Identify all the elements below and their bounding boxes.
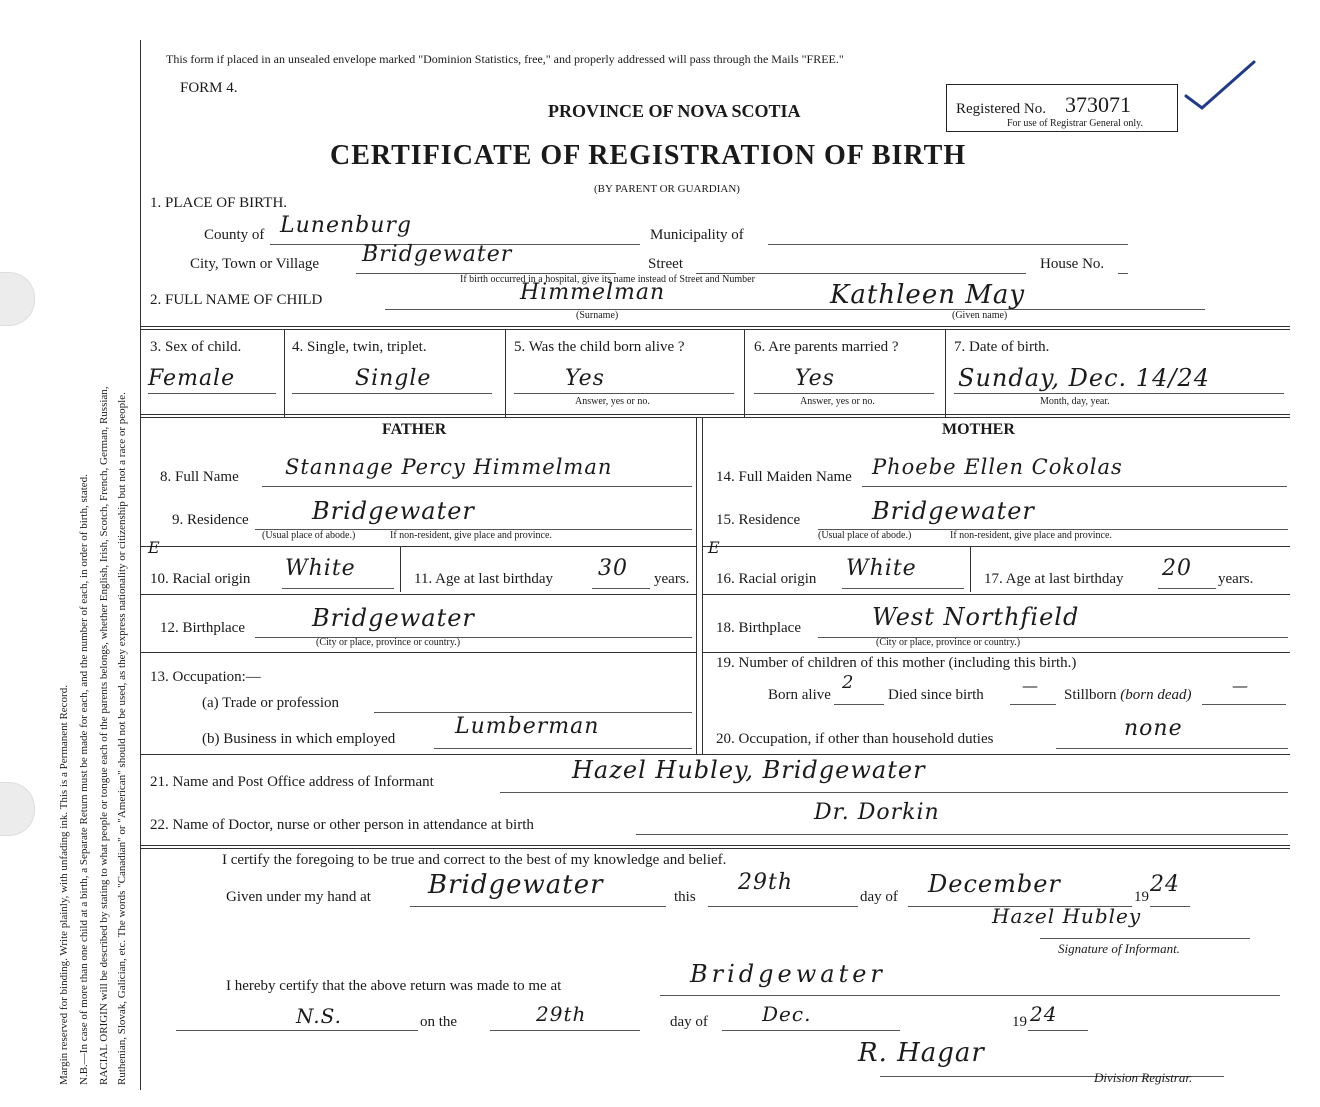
parents-married-value: Yes xyxy=(795,366,835,391)
mother-birthplace-caption: (City or place, province or country.) xyxy=(876,637,1021,648)
mother-age-value: 20 xyxy=(1162,556,1192,581)
doctor-label: 22. Name of Doctor, nurse or other person in attendance at birth xyxy=(150,817,534,833)
form-left-border xyxy=(140,40,141,1090)
place-of-birth-label: 1. PLACE OF BIRTH. xyxy=(150,195,288,211)
street-label: Street xyxy=(648,256,683,272)
house-no-label: House No. xyxy=(1040,256,1105,272)
mother-years-label: years. xyxy=(1218,571,1254,587)
given-name-caption: (Given name) xyxy=(952,310,1008,321)
given-month-value: December xyxy=(928,870,1061,898)
registrar-month-value: Dec. xyxy=(762,1002,812,1026)
father-nonresident-caption: If non-resident, give place and province. xyxy=(390,530,552,541)
father-age-value: 30 xyxy=(598,556,628,581)
registrar-day-of-label: day of xyxy=(670,1014,708,1030)
father-name-value: Stannage Percy Himmelman xyxy=(285,455,613,479)
province-heading: PROVINCE OF NOVA SCOTIA xyxy=(548,101,801,121)
father-racial-label: 10. Racial origin xyxy=(150,571,251,587)
father-residence-label: 9. Residence xyxy=(172,512,249,528)
father-heading: FATHER xyxy=(382,421,447,438)
born-alive-value: Yes xyxy=(565,366,605,391)
registered-box xyxy=(946,84,1178,132)
children-count-label: 19. Number of children of this mother (including this birth.) xyxy=(716,655,1077,671)
margin-note-racial-2: Ruthenian, Slovak, Galician, etc. The words "Canadian" or "American" should not be used, as they express nationality or citizenship but not a race or people. xyxy=(116,392,128,1085)
municipality-label: Municipality of xyxy=(650,227,744,243)
mother-racial-value: White xyxy=(846,556,917,581)
informant-label: 21. Name and Post Office address of Informant xyxy=(150,774,434,790)
registrar-year-value: 24 xyxy=(1030,1002,1058,1026)
registrar-place-value: Bridgewater xyxy=(690,960,886,988)
business-value: Lumberman xyxy=(455,714,600,739)
mother-name-value: Phoebe Ellen Cokolas xyxy=(872,455,1123,479)
county-label: County of xyxy=(204,227,265,243)
registered-label: Registered No. xyxy=(956,101,1046,117)
given-year-prefix: 19 xyxy=(1134,889,1149,905)
doctor-value: Dr. Dorkin xyxy=(814,800,940,825)
margin-note-nb: N.B.—In case of more than one child at a birth, a Separate Return must be made for each, and the number of each, in order of birth, stated. xyxy=(78,474,90,1085)
registrar-certify-label: I hereby certify that the above return was made to me at xyxy=(226,978,562,994)
father-racial-value: White xyxy=(285,556,356,581)
plurality-value: Single xyxy=(355,366,432,391)
date-of-birth-value: Sunday, Dec. 14/24 xyxy=(958,364,1210,392)
mother-birthplace-label: 18. Birthplace xyxy=(716,620,801,636)
surname-caption: (Surname) xyxy=(576,310,619,321)
check-mark-icon xyxy=(1180,56,1260,116)
mother-age-label: 17. Age at last birthday xyxy=(984,571,1124,587)
business-label: (b) Business in which employed xyxy=(202,731,396,747)
hospital-note: If birth occurred in a hospital, give its name instead of Street and Number xyxy=(460,274,755,285)
form-number: FORM 4. xyxy=(180,80,238,96)
certify-statement: I certify the foregoing to be true and correct to the best of my knowledge and belief. xyxy=(222,852,727,868)
mother-heading: MOTHER xyxy=(942,421,1015,438)
certificate-subtitle: (BY PARENT OR GUARDIAN) xyxy=(594,183,740,195)
father-birthplace-value: Bridgewater xyxy=(312,604,475,632)
given-day-of-label: day of xyxy=(860,889,898,905)
plurality-label: 4. Single, twin, triplet. xyxy=(292,339,427,355)
mother-race-mark: E xyxy=(708,538,721,557)
date-of-birth-caption: Month, day, year. xyxy=(1040,396,1110,407)
mother-racial-label: 16. Racial origin xyxy=(716,571,817,587)
born-alive-label: 5. Was the child born alive ? xyxy=(514,339,685,355)
margin-note-binding: Margin reserved for binding. Write plainly, with unfading ink. This is a Permanent Record. xyxy=(58,685,70,1085)
parents-married-caption: Answer, yes or no. xyxy=(800,396,875,407)
date-of-birth-label: 7. Date of birth. xyxy=(954,339,1050,355)
died-since-label: Died since birth xyxy=(888,687,984,703)
given-year-value: 24 xyxy=(1150,872,1180,897)
mother-name-label: 14. Full Maiden Name xyxy=(716,469,852,485)
mother-nonresident-caption: If non-resident, give place and province. xyxy=(950,530,1112,541)
stillborn-label: Stillborn (born dead) xyxy=(1064,687,1192,703)
division-registrar-caption: Division Registrar. xyxy=(1094,1070,1193,1085)
registrar-on-the-label: on the xyxy=(420,1014,458,1030)
born-alive-count-value: 2 xyxy=(842,672,855,693)
surname-value: Himmelman xyxy=(520,280,666,305)
given-this-label: this xyxy=(674,889,696,905)
father-age-label: 11. Age at last birthday xyxy=(414,571,553,587)
father-birthplace-caption: (City or place, province or country.) xyxy=(316,637,461,648)
mother-birthplace-value: West Northfield xyxy=(872,603,1080,631)
given-name-value: Kathleen May xyxy=(830,280,1026,310)
father-years-label: years. xyxy=(654,571,690,587)
father-abode-caption: (Usual place of abode.) xyxy=(262,530,356,541)
given-at-value: Bridgewater xyxy=(428,870,604,900)
father-birthplace-label: 12. Birthplace xyxy=(160,620,245,636)
registrar-signature: R. Hagar xyxy=(858,1038,985,1068)
mother-residence-label: 15. Residence xyxy=(716,512,801,528)
born-alive-count-label: Born alive xyxy=(768,687,831,703)
mother-residence-value: Bridgewater xyxy=(872,497,1035,525)
registrar-note: For use of Registrar General only. xyxy=(1007,118,1143,129)
sex-value: Female xyxy=(148,366,236,391)
occupation-label: 13. Occupation:— xyxy=(150,669,261,685)
registrar-prefix-value: N.S. xyxy=(296,1004,342,1028)
full-name-label: 2. FULL NAME OF CHILD xyxy=(150,292,323,308)
registrar-day-value: 29th xyxy=(536,1002,587,1026)
informant-value: Hazel Hubley, Bridgewater xyxy=(572,756,926,784)
binding-hole-bottom xyxy=(0,782,35,836)
mail-notice: This form if placed in an unsealed envelope marked "Dominion Statistics, free," and properly addressed will pass through the Mails "FREE." xyxy=(166,52,844,66)
registered-number: 373071 xyxy=(1065,92,1131,117)
father-residence-value: Bridgewater xyxy=(312,497,475,525)
city-value: Bridgewater xyxy=(362,242,513,267)
binding-hole-top xyxy=(0,272,35,326)
certificate-title: CERTIFICATE OF REGISTRATION OF BIRTH xyxy=(330,140,967,171)
city-label: City, Town or Village xyxy=(190,256,320,272)
informant-signature: Hazel Hubley xyxy=(992,904,1142,928)
father-race-mark: E xyxy=(148,538,161,557)
born-alive-caption: Answer, yes or no. xyxy=(575,396,650,407)
father-name-label: 8. Full Name xyxy=(160,469,239,485)
given-day-value: 29th xyxy=(738,870,794,895)
margin-note-racial-1: RACIAL ORIGIN will be described by stating to what people or tongue each of the parents belongs, whether English, Irish, Scotch, French, German, Russian, xyxy=(98,386,110,1085)
mother-occupation-label: 20. Occupation, if other than household duties xyxy=(716,731,994,747)
signature-informant-caption: Signature of Informant. xyxy=(1058,941,1180,956)
registrar-year-prefix: 19 xyxy=(1012,1014,1027,1030)
stillborn-value: — xyxy=(1232,676,1249,695)
died-since-value: — xyxy=(1022,676,1039,695)
trade-label: (a) Trade or profession xyxy=(202,695,340,711)
parents-married-label: 6. Are parents married ? xyxy=(754,339,899,355)
mother-occupation-value: none xyxy=(1124,716,1183,741)
given-hand-label: Given under my hand at xyxy=(226,889,371,905)
mother-abode-caption: (Usual place of abode.) xyxy=(818,530,912,541)
county-value: Lunenburg xyxy=(280,213,412,238)
sex-label: 3. Sex of child. xyxy=(150,339,242,355)
